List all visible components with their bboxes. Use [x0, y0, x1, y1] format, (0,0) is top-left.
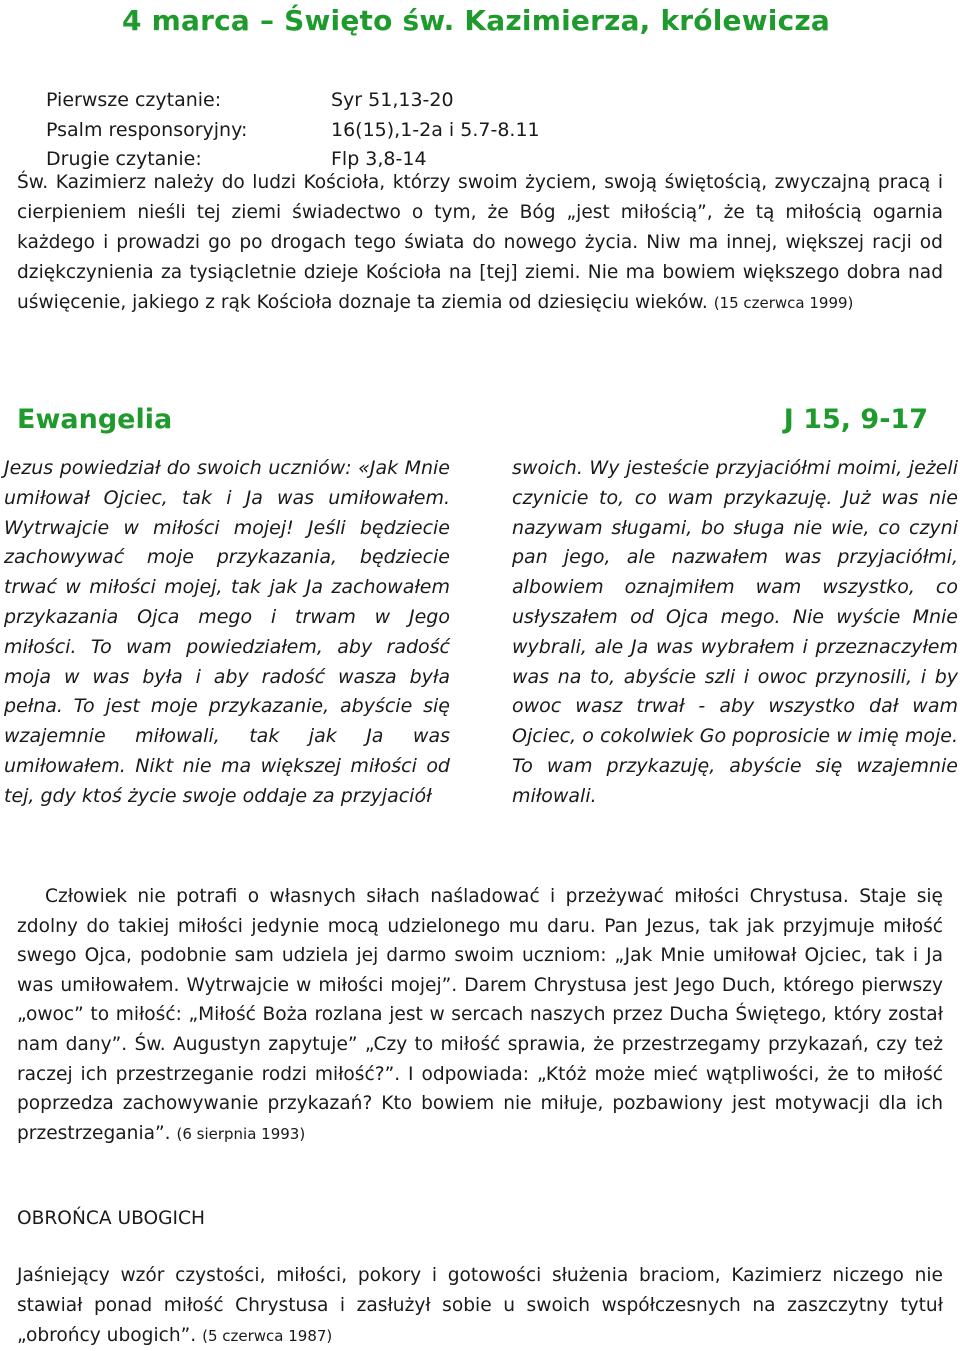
intro-paragraph	[17, 168, 943, 318]
gospel-heading: Ewangelia	[17, 404, 173, 435]
readings-list	[46, 86, 540, 175]
page-title: 4 marca – Święto św. Kazimierza, królewicza	[122, 4, 830, 37]
gospel-text-right-column: swoich. Wy jesteście przyjaciółmi moimi, jeżeli czynicie to, co wam przykazuję. Już was nie nazywam sługami, bo sługa nie wie, co czyni pan jego, ale nazwałem was przyjaciółmi, albowiem oznajmiłem wam wszystko, co usłyszałem od Ojca mego. Nie wyście Mnie wybrali, ale Ja was wybrałem i przeznaczyłem was na to, abyście szli i owoc przynosili, i by owoc wasz trwał - aby wszystko dał wam Ojciec, o cokolwiek Go poprosicie w imię moje. To wam przykazuję, abyście się wzajemnie miłowali.	[512, 457, 958, 807]
reading-label: Psalm responsoryjny:	[46, 118, 248, 141]
section-text: Jaśniejący wzór czystości, miłości, pokory i gotowości służenia braciom, Kazimierz niczego nie stawiał ponad miłość Chrystusa i zasłużył sobie u swoich współczesnych na zaszczytny tytuł „obrońcy ubogich”.	[17, 1265, 943, 1346]
reading-reference: 16(15),1-2a i 5.7-8.11	[331, 118, 540, 141]
reading-label: Drugie czytanie:	[46, 148, 202, 170]
reading-reference: Flp 3,8-14	[331, 148, 427, 170]
section-paragraph	[17, 1261, 943, 1351]
reading-reference: Syr 51,13-20	[331, 89, 454, 111]
intro-text: Św. Kazimierz należy do ludzi Kościoła, którzy swoim życiem, swoją świętością, zwyczajną pracą i cierpieniem nieśli tej ziemi świadectwo o tym, że Bóg „jest miłością”, że tą miłością ogarnia każdego i prowadzi go po drogach tego świata do nowego życia. Niw ma innej, większej racji od dziękczynienia za tysiącletnie dzieje Kościoła na [tej] ziemi. Nie ma bowiem większego dobra nad uświęcenie, jakiego z rąk Kościoła doznaje ta ziemia od dziesięciu wieków.	[17, 172, 943, 313]
intro-date: (15 czerwca 1999)	[713, 294, 854, 312]
commentary-paragraph	[17, 882, 943, 1149]
commentary-date: (6 sierpnia 1993)	[176, 1124, 306, 1143]
section-date: (5 czerwca 1987)	[202, 1326, 333, 1345]
gospel-text-left-column: Jezus powiedział do swoich uczniów: «Jak Mnie umiłował Ojciec, tak i Ja was umiłowałem. Wytrwajcie w miłości mojej! Jeśli będziecie zachowywać moje przykazania, będziecie trwać w miłości mojej, tak jak Ja zachowałem przykazania Ojca mego i trwam w Jego miłości. To wam powiedziałem, aby radość moja w was była i aby radość wasza była pełna. To jest moje przykazanie, abyście się wzajemnie miłowali, tak jak Ja was umiłowałem. Nikt nie ma większej miłości od tej, gdy ktoś życie swoje oddaje za przyjaciół	[4, 457, 450, 807]
reading-label: Pierwsze czytanie:	[46, 89, 222, 111]
commentary-text: Człowiek nie potrafi o własnych siłach naśladować i przeżywać miłości Chrystusa. Staje się zdolny do takiej miłości jedynie mocą udzielonego mu daru. Pan Jezus, tak jak przyjmuje miłość swego Ojca, podobnie sam udziela jej darmo swoim uczniom: „Jak Mnie umiłował Ojciec, tak i Ja was umiłowałem. Wytrwajcie w miłości mojej”. Darem Chrystusa jest Jego Duch, którego pierwszy „owoc” to miłość: „Miłość Boża rozlana jest w sercach naszych przez Ducha Świętego, który został nam dany”. Św. Augustyn zapytuje” „Czy to miłość sprawia, że przestrzegamy przykazań, czy też raczej ich przestrzeganie rodzi miłość?”. I odpowiada: „Któż może mieć wątpliwości, że to miłość poprzedza zachowywanie przykazań? Kto bowiem nie miłuje, pozbawiony jest motywacji dla ich przestrzegania”.	[17, 886, 943, 1144]
reading-row	[46, 86, 540, 116]
gospel-reference: J 15, 9-17	[783, 404, 928, 435]
section-heading: OBROŃCA UBOGICH	[17, 1208, 205, 1229]
reading-row	[46, 116, 540, 146]
